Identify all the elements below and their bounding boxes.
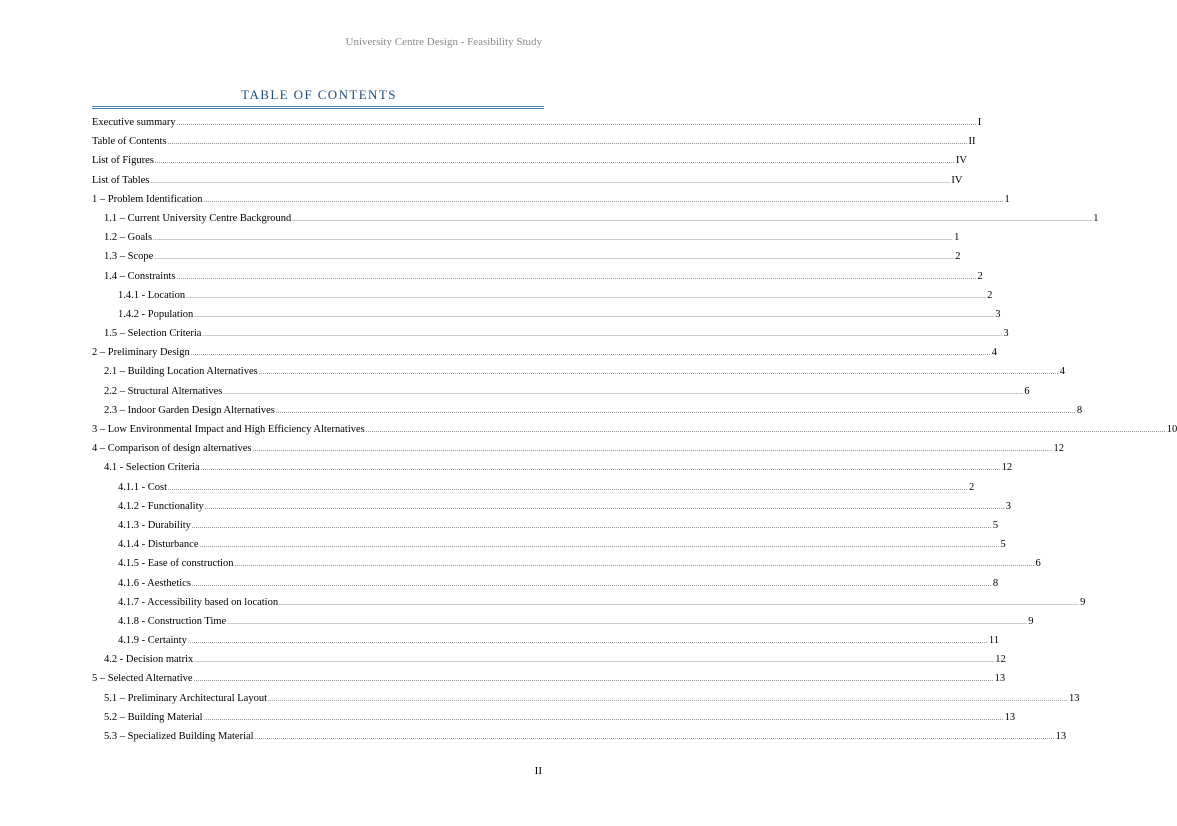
- dot-leader: ................................................................................................................................................................................................................................................................................................................................................................................................................: [268, 696, 1068, 703]
- toc-entry[interactable]: [92, 615, 1034, 635]
- dot-leader: ................................................................................................................................................................................................................................................................................................................................................................................................................: [279, 600, 1080, 607]
- toc-entry-title: 1 – Problem Identification: [92, 193, 203, 205]
- toc-entry-title: 4.1.2 - Functionality: [118, 500, 204, 512]
- dot-leader: ................................................................................................................................................................................................................................................................................................................................................................................................................: [150, 178, 951, 185]
- toc-entry-title: Executive summary: [92, 117, 176, 128]
- toc-entry[interactable]: [92, 404, 1083, 424]
- toc-list: [92, 117, 1177, 750]
- dot-leader: ................................................................................................................................................................................................................................................................................................................................................................................................................: [365, 428, 1166, 434]
- toc-entry-title: Table of Contents: [92, 136, 167, 148]
- toc-entry[interactable]: [92, 443, 1065, 462]
- dot-leader: ................................................................................................................................................................................................................................................................................................................................................................................................................: [191, 581, 992, 588]
- toc-entry-page: 13: [1055, 731, 1067, 742]
- toc-entry[interactable]: [92, 481, 975, 501]
- toc-entry-page: 2: [987, 289, 993, 301]
- toc-entry-page: 3: [995, 308, 1001, 320]
- toc-entry-title: 4 – Comparison of design alternatives: [92, 443, 252, 455]
- toc-entry-title: 4.1.8 - Construction Time: [118, 615, 227, 627]
- toc-entry-page: 12: [1053, 443, 1065, 455]
- toc-entry-page: 5: [992, 519, 999, 531]
- toc-entry-page: 3: [1005, 500, 1011, 512]
- toc-entry-page: 1: [954, 232, 960, 244]
- toc-entry-page: 5: [1000, 539, 1006, 551]
- dot-leader: ................................................................................................................................................................................................................................................................................................................................................................................................................: [203, 715, 1004, 722]
- toc-entry-title: 1.4.2 - Population: [118, 308, 194, 320]
- toc-entry-title: 4.1.6 - Aesthetics: [118, 577, 191, 589]
- toc-entry[interactable]: [92, 692, 1080, 712]
- dot-leader: ................................................................................................................................................................................................................................................................................................................................................................................................................: [234, 562, 1035, 569]
- dot-leader: ................................................................................................................................................................................................................................................................................................................................................................................................................: [204, 504, 1005, 511]
- toc-entry[interactable]: [92, 117, 982, 136]
- dot-leader: ................................................................................................................................................................................................................................................................................................................................................................................................................: [176, 274, 977, 281]
- toc-entry-title: 1.5 – Selection Criteria: [104, 328, 202, 340]
- dot-leader: ................................................................................................................................................................................................................................................................................................................................................................................................................: [258, 370, 1059, 377]
- toc-entry-page: 6: [1024, 385, 1030, 397]
- toc-entry[interactable]: [92, 193, 1010, 213]
- toc-entry[interactable]: [92, 558, 1041, 577]
- toc-entry-title: 2.2 – Structural Alternatives: [104, 385, 223, 397]
- toc-entry-title: List of Tables: [92, 174, 150, 186]
- toc-entry-title: 1.3 – Scope: [104, 251, 154, 263]
- toc-entry-page: 13: [1004, 711, 1016, 723]
- title-underline: [92, 106, 544, 107]
- toc-entry-title: 5.3 – Specialized Building Material: [104, 731, 254, 742]
- toc-entry-title: 1.4 – Constraints: [104, 270, 176, 282]
- toc-entry[interactable]: [92, 251, 961, 270]
- toc-entry-page: 9: [1028, 615, 1034, 627]
- toc-entry-page: IV: [951, 174, 963, 186]
- toc-entry-page: 13: [994, 673, 1006, 685]
- dot-leader: ................................................................................................................................................................................................................................................................................................................................................................................................................: [190, 351, 991, 358]
- toc-entry[interactable]: [92, 347, 997, 366]
- toc-entry-page: II: [968, 136, 976, 148]
- dot-leader: ................................................................................................................................................................................................................................................................................................................................................................................................................: [203, 197, 1004, 204]
- dot-leader: ................................................................................................................................................................................................................................................................................................................................................................................................................: [176, 121, 977, 127]
- toc-entry-title: 4.1.5 - Ease of construction: [118, 558, 234, 570]
- dot-leader: ................................................................................................................................................................................................................................................................................................................................................................................................................: [275, 408, 1076, 415]
- toc-entry-title: 3 – Low Environmental Impact and High Efficiency Alternatives: [92, 424, 365, 435]
- toc-entry-title: 1.1 – Current University Centre Background: [104, 212, 292, 224]
- dot-leader: ................................................................................................................................................................................................................................................................................................................................................................................................................: [168, 485, 969, 492]
- dot-leader: ................................................................................................................................................................................................................................................................................................................................................................................................................: [252, 447, 1053, 454]
- toc-entry[interactable]: [92, 212, 1099, 232]
- dot-leader: ................................................................................................................................................................................................................................................................................................................................................................................................................: [292, 216, 1093, 223]
- dot-leader: ................................................................................................................................................................................................................................................................................................................................................................................................................: [167, 140, 968, 147]
- toc-entry[interactable]: [92, 711, 1016, 731]
- toc-entry[interactable]: [92, 500, 1011, 520]
- toc-entry-page: 13: [1069, 692, 1080, 704]
- toc-entry-page: 3: [1003, 328, 1009, 340]
- toc-entry-title: 1.4.1 - Location: [118, 289, 186, 301]
- toc-entry-title: 4.1 - Selection Criteria: [104, 462, 200, 474]
- toc-entry[interactable]: [92, 289, 993, 309]
- toc-entry-title: 4.1.9 - Certainty: [118, 635, 187, 647]
- dot-leader: ................................................................................................................................................................................................................................................................................................................................................................................................................: [187, 639, 988, 646]
- dot-leader: ................................................................................................................................................................................................................................................................................................................................................................................................................: [154, 159, 955, 166]
- toc-entry-title: 2 – Preliminary Design: [92, 347, 190, 359]
- page-number: II: [534, 765, 542, 777]
- toc-entry-title: 2.1 – Building Location Alternatives: [104, 366, 258, 378]
- toc-entry-page: 2: [977, 270, 983, 282]
- toc-entry-page: 10: [1166, 424, 1177, 435]
- toc-entry[interactable]: [92, 155, 967, 174]
- dot-leader: ................................................................................................................................................................................................................................................................................................................................................................................................................: [200, 466, 1001, 473]
- toc-entry[interactable]: [92, 232, 960, 251]
- toc-entry[interactable]: [92, 596, 1086, 616]
- toc-entry[interactable]: [92, 519, 999, 539]
- toc-entry-page: 1: [1093, 212, 1099, 224]
- toc-entry-title: 1.2 – Goals: [104, 232, 153, 244]
- toc-entry[interactable]: [92, 577, 999, 597]
- toc-entry-page: 12: [1001, 462, 1013, 474]
- toc-entry[interactable]: [92, 366, 1065, 385]
- toc-entry[interactable]: [92, 462, 1013, 481]
- toc-entry[interactable]: [92, 385, 1030, 405]
- toc-entry-page: 8: [1076, 404, 1083, 416]
- dot-leader: ................................................................................................................................................................................................................................................................................................................................................................................................................: [154, 255, 955, 262]
- dot-leader: ................................................................................................................................................................................................................................................................................................................................................................................................................: [153, 236, 954, 243]
- dot-leader: ................................................................................................................................................................................................................................................................................................................................................................................................................: [223, 389, 1024, 396]
- toc-entry[interactable]: [92, 308, 1001, 328]
- toc-title: TABLE OF CONTENTS: [241, 87, 397, 102]
- dot-leader: ................................................................................................................................................................................................................................................................................................................................................................................................................: [186, 293, 987, 300]
- toc-entry[interactable]: [92, 136, 976, 155]
- dot-leader: ................................................................................................................................................................................................................................................................................................................................................................................................................: [191, 523, 992, 530]
- toc-entry[interactable]: [92, 673, 1006, 692]
- toc-entry-title: 5.2 – Building Material: [104, 711, 203, 723]
- toc-entry-title: List of Figures: [92, 155, 154, 167]
- toc-entry-title: 5 – Selected Alternative: [92, 673, 193, 685]
- toc-entry[interactable]: [92, 174, 963, 194]
- toc-entry[interactable]: [92, 424, 1177, 443]
- toc-entry-title: 4.2 - Decision matrix: [104, 654, 194, 666]
- toc-entry[interactable]: [92, 328, 1009, 347]
- toc-entry-title: 2.3 – Indoor Garden Design Alternatives: [104, 404, 275, 416]
- dot-leader: ................................................................................................................................................................................................................................................................................................................................................................................................................: [227, 619, 1028, 626]
- toc-entry[interactable]: [92, 731, 1067, 750]
- title-underline-double: [92, 108, 544, 109]
- toc-entry-page: 1: [1004, 193, 1010, 205]
- toc-entry-page: 9: [1080, 596, 1086, 608]
- toc-entry-page: 4: [1059, 366, 1065, 378]
- toc-entry-page: 2: [969, 481, 975, 493]
- toc-entry-page: 11: [988, 635, 999, 647]
- toc-entry[interactable]: [92, 635, 999, 654]
- toc-entry-page: 8: [992, 577, 999, 589]
- toc-entry-title: 4.1.3 - Durability: [118, 519, 191, 531]
- toc-entry-title: 5.1 – Preliminary Architectural Layout: [104, 692, 267, 704]
- toc-entry-title: 4.1.7 - Accessibility based on location: [118, 596, 279, 608]
- toc-entry-title: 4.1.1 - Cost: [118, 481, 168, 493]
- toc-entry-page: 12: [995, 654, 1006, 666]
- dot-leader: ................................................................................................................................................................................................................................................................................................................................................................................................................: [194, 658, 995, 665]
- toc-entry[interactable]: [92, 270, 983, 290]
- toc-entry[interactable]: [92, 654, 1006, 673]
- running-header: University Centre Design - Feasibility Study: [345, 36, 542, 48]
- dot-leader: ................................................................................................................................................................................................................................................................................................................................................................................................................: [202, 332, 1003, 339]
- dot-leader: ................................................................................................................................................................................................................................................................................................................................................................................................................: [199, 543, 1000, 550]
- toc-entry-page: 2: [955, 251, 961, 263]
- dot-leader: ................................................................................................................................................................................................................................................................................................................................................................................................................: [254, 735, 1055, 741]
- toc-entry-page: IV: [955, 155, 967, 167]
- toc-entry-page: 4: [991, 347, 997, 359]
- toc-entry[interactable]: [92, 539, 1006, 558]
- toc-entry-title: 4.1.4 - Disturbance: [118, 539, 199, 551]
- toc-entry-page: 6: [1035, 558, 1041, 570]
- dot-leader: ................................................................................................................................................................................................................................................................................................................................................................................................................: [193, 677, 994, 684]
- dot-leader: ................................................................................................................................................................................................................................................................................................................................................................................................................: [194, 312, 995, 319]
- toc-entry-page: I: [977, 117, 982, 128]
